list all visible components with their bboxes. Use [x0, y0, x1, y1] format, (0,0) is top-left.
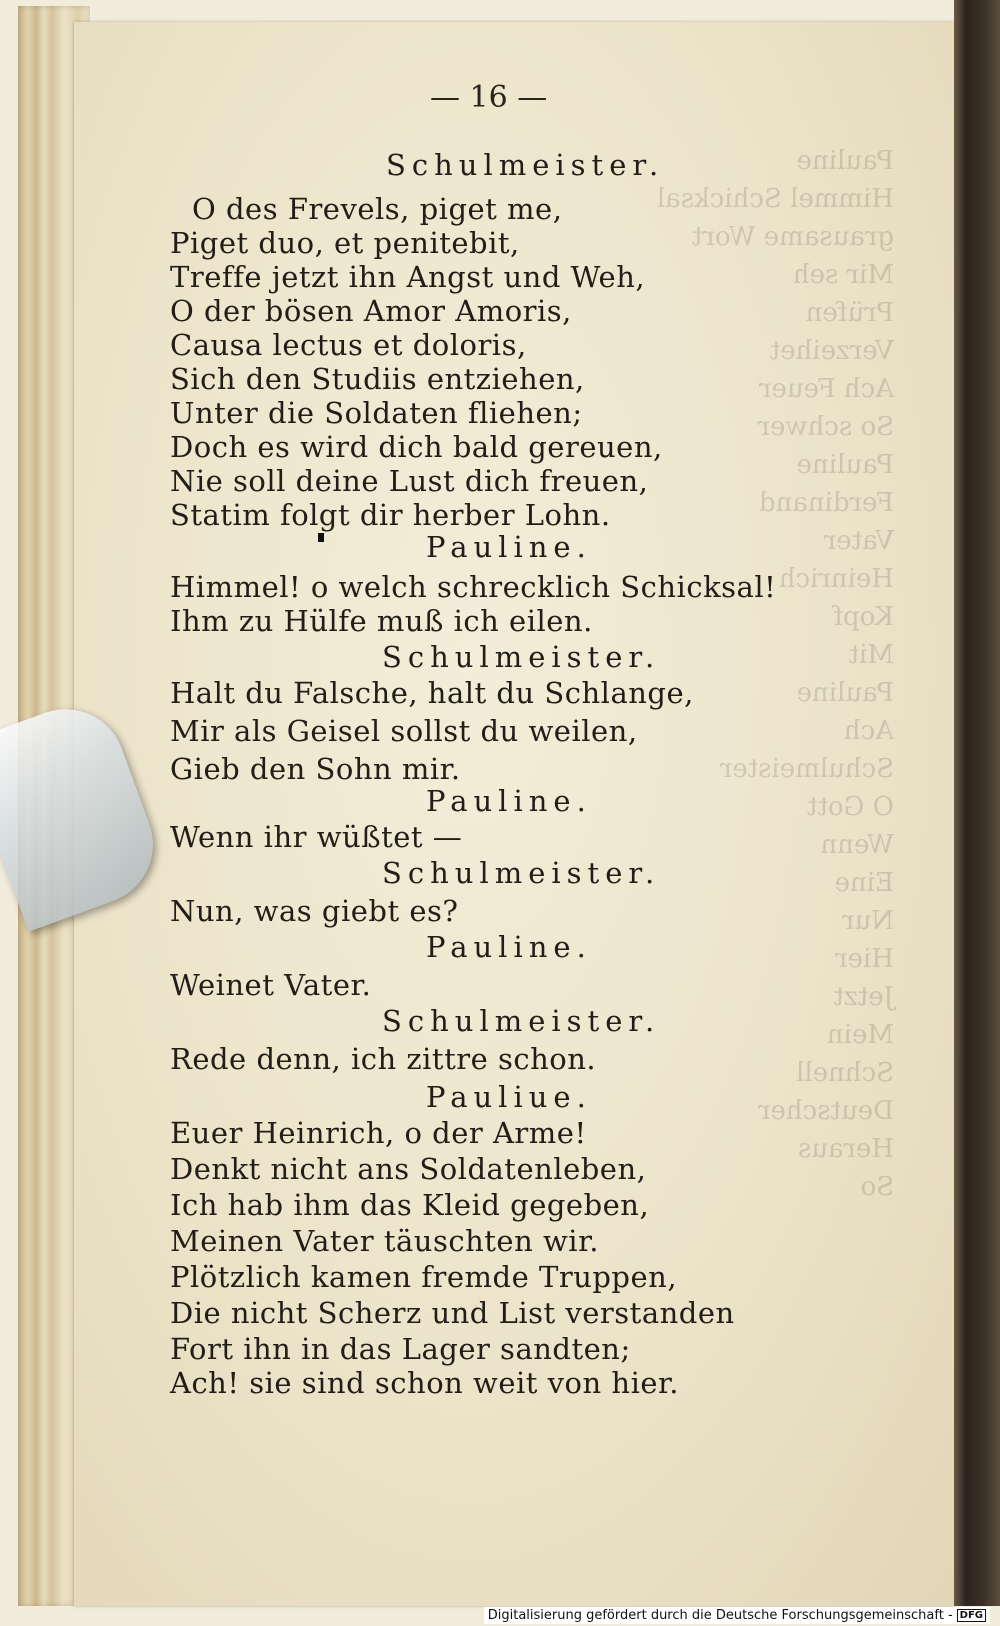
- footer-credit: [484, 1607, 990, 1624]
- speaker-name: Pauline.: [426, 530, 592, 564]
- verse-line: Die nicht Scherz und List verstanden: [170, 1296, 735, 1330]
- ink-mark: [318, 533, 324, 542]
- verse-line: Euer Heinrich, o der Arme!: [170, 1116, 587, 1150]
- speaker-name: Pauline.: [426, 930, 592, 964]
- speaker-name: Pauliue.: [426, 1080, 592, 1114]
- verse-line: Meinen Vater täuschten wir.: [170, 1224, 599, 1258]
- verse-line: Sich den Studiis entziehen,: [170, 362, 585, 396]
- verse-line: Ach! sie sind schon weit von hier.: [170, 1366, 679, 1400]
- verse-line: Nie soll deine Lust dich freuen,: [170, 464, 649, 498]
- verse-line: Statim folgt dir herber Lohn.: [170, 498, 611, 532]
- verse-line: Wenn ihr wüßtet —: [170, 820, 463, 854]
- speaker-name: Schulmeister.: [382, 640, 661, 674]
- verse-line: Rede denn, ich zittre schon.: [170, 1042, 597, 1076]
- verse-line: Plötzlich kamen fremde Truppen,: [170, 1260, 678, 1294]
- verse-line: Fort ihn in das Lager sandten;: [170, 1332, 631, 1366]
- page-number: — 16 —: [430, 80, 548, 115]
- speaker-name: Schulmeister.: [382, 1004, 661, 1038]
- show-through-text: Pauline Himmel Schicksal grausame Wort Mir seh Prüfen Verzeihet Ach Feuer So schwer Pauline Ferdinand Vater Heinrich Kopf Mit Pauline Ach Schulmeister O Gott Wenn Eine Nur Hier Jetzt Mein Schnell Deutscher Heraus So: [656, 146, 894, 1202]
- verse-line: Himmel! o welch schrecklich Schicksal!: [170, 570, 777, 604]
- verse-line: O der bösen Amor Amoris,: [170, 294, 572, 328]
- verse-line: Weinet Vater.: [170, 968, 372, 1002]
- verse-line: Ihm zu Hülfe muß ich eilen.: [170, 604, 593, 638]
- verse-line: Piget duo, et penitebit,: [170, 226, 520, 260]
- verse-line: Ich hab ihm das Kleid gegeben,: [170, 1188, 650, 1222]
- verse-line: Gieb den Sohn mir.: [170, 752, 461, 786]
- verse-line: O des Frevels, piget me,: [192, 192, 563, 226]
- verse-line: Denkt nicht ans Soldatenleben,: [170, 1152, 647, 1186]
- speaker-name: Pauline.: [426, 784, 592, 818]
- verse-line: Doch es wird dich bald gereuen,: [170, 430, 663, 464]
- footer-credit-text: Digitalisierung gefördert durch die Deutsche Forschungsgemeinschaft -: [487, 1608, 953, 1623]
- speaker-name: Schulmeister.: [382, 856, 661, 890]
- book-spine: [954, 0, 1000, 1606]
- speaker-name: Schulmeister.: [386, 148, 665, 182]
- verse-line: Treffe jetzt ihn Angst und Weh,: [170, 260, 646, 294]
- verse-line: Nun, was giebt es?: [170, 894, 459, 928]
- dfg-logo: DFG: [957, 1609, 986, 1622]
- verse-line: Causa lectus et doloris,: [170, 328, 527, 362]
- verse-line: Unter die Soldaten fliehen;: [170, 396, 583, 430]
- verse-line: Halt du Falsche, halt du Schlange,: [170, 676, 694, 710]
- verse-line: Mir als Geisel sollst du weilen,: [170, 714, 638, 748]
